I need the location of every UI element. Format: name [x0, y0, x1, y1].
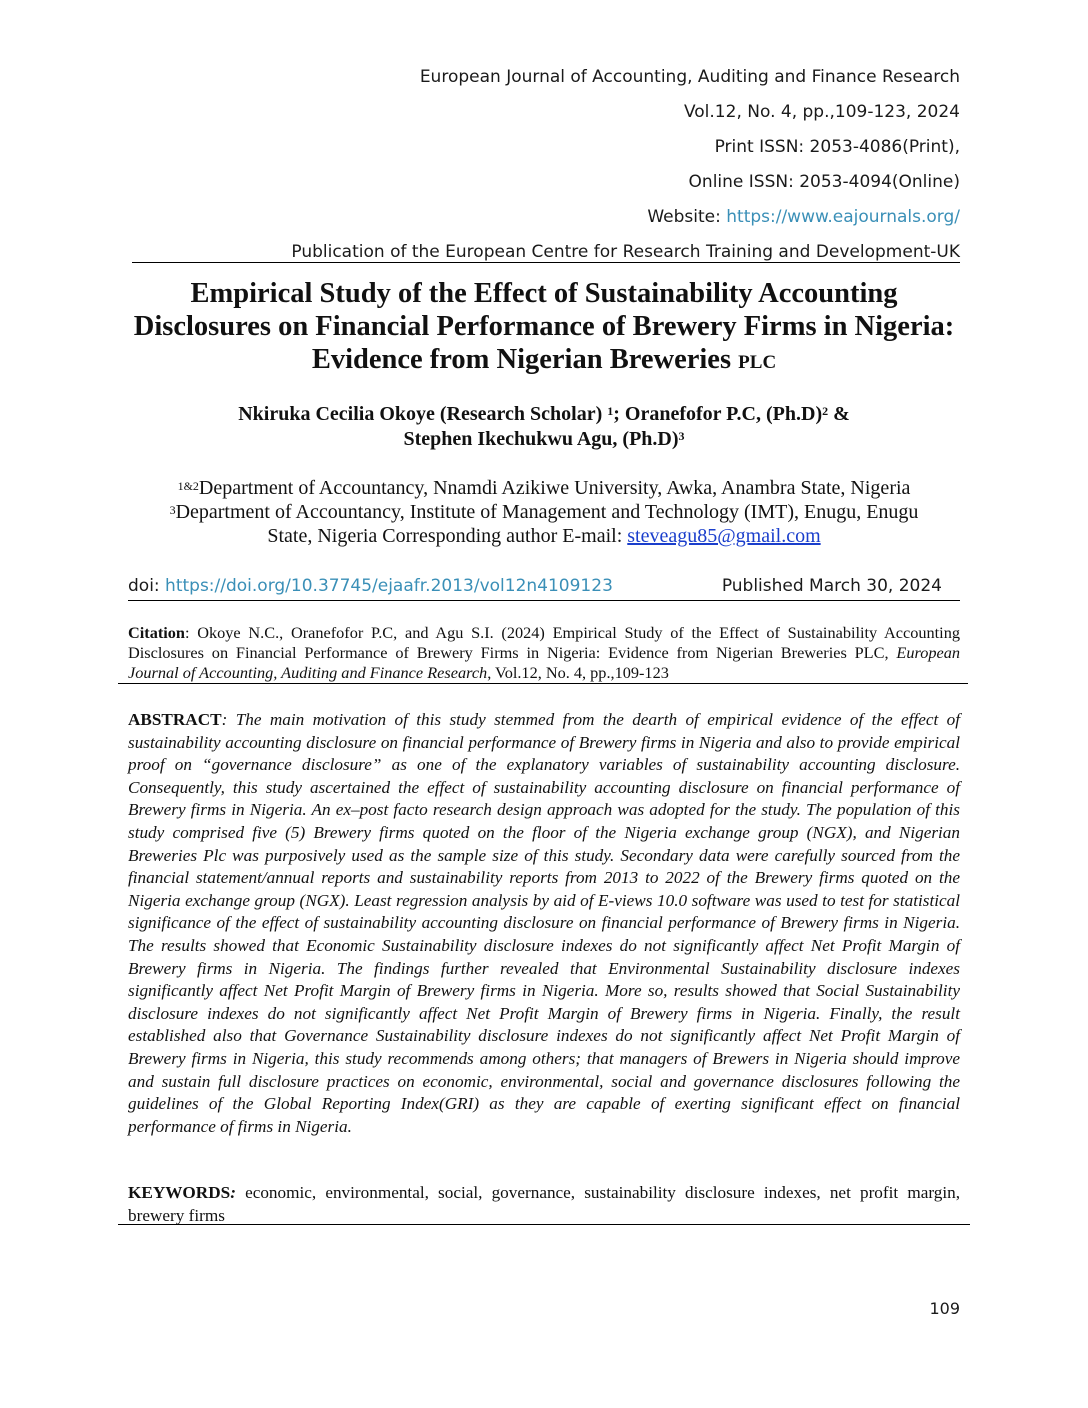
header-divider [132, 262, 960, 263]
published-date: Published March 30, 2024 [721, 576, 942, 596]
author-3-sup: 3 [678, 429, 685, 443]
affiliation-3-text: State, Nigeria Corresponding author E-mail: [267, 525, 628, 547]
author-1: Nkiruka Cecilia Okoye (Research Scholar) [238, 403, 603, 425]
author-3: Stephen Ikechukwu Agu, (Ph.D) [403, 428, 679, 450]
citation-block [128, 623, 960, 683]
website-line [647, 206, 960, 228]
publisher-line: Publication of the European Centre for Research Training and Development-UK [291, 242, 960, 262]
website-link[interactable]: https://www.eajournals.org/ [726, 207, 960, 227]
title-line-3 [110, 343, 978, 379]
volume-info: Vol.12, No. 4, pp.,109-123, 2024 [683, 102, 960, 122]
online-issn: Online ISSN: 2053-4094(Online) [688, 172, 960, 192]
affiliations [110, 476, 978, 548]
print-issn: Print ISSN: 2053-4086(Print), [714, 137, 960, 157]
email-link[interactable]: steveagu85@gmail.com [627, 525, 821, 547]
keywords-colon: : [230, 1183, 236, 1202]
title-line-3-main: Evidence from Nigerian Breweries [311, 344, 732, 375]
abstract-label: ABSTRACT [128, 710, 222, 729]
title-line-2: Disclosures on Financial Performance of Brewery Firms in Nigeria: [133, 311, 955, 342]
doi-divider [128, 600, 960, 601]
page-number: 109 [929, 1299, 960, 1318]
doi-link[interactable]: https://doi.org/10.37745/ejaafr.2013/vol12n4109123 [165, 576, 613, 596]
website-label: Website: [647, 207, 727, 227]
author-1-sup: 1 [607, 404, 614, 418]
keywords-divider [118, 1224, 970, 1225]
citation-tail: , Vol.12, No. 4, pp.,109-123 [487, 663, 669, 682]
abstract-text: : The main motivation of this study stemmed from the dearth of empirical evidence of the effect of sustainability accounting disclosure on financial performance of Brewery firms in Nigeria and also to provide empirical proof on “governance disclosure” as one of the explanatory variables of sustainability accounting disclosure. Consequently, this study ascertained the effect of sustainability accounting disclosure on financial performance of Brewery firms in Nigeria. An ex–post facto research design approach was adopted for the study. The population of this study comprised five (5) Brewery firms quoted on the floor of the Nigeria exchange group (NGX), and Nigerian Breweries Plc was purposively used as the sample size of this study. Secondary data were carefully sourced from the financial statement/annual reports and sustainability reports from 2013 to 2022 of the Brewery firms quoted on the Nigeria exchange group (NGX). Least regression analysis by aid of E-views 10.0 software was used to test for statistical significance of the effect of sustainability accounting disclosure on financial performance of Brewery firms in Nigeria. The results showed that Economic Sustainability disclosure indexes do not significantly affect Net Profit Margin of Brewery firms in Nigeria. The findings further revealed that Environmental Sustainability disclosure indexes significantly affect Net Profit Margin of Brewery firms in Nigeria. More so, results showed that Social Sustainability disclosure indexes do not significantly affect Net Profit Margin of Brewery firms in Nigeria. Finally, the result established also that Governance Sustainability disclosure indexes do not significantly affect Net Profit Margin of Brewery firms in Nigeria, this study recommends among others; that managers of Brewers in Nigeria should improve and sustain full disclosure practices on economic, environmental, social and governance disclosures following the guidelines of the Global Reporting Index(GRI) as they are capable of exerting significant effect on financial performance of firms in Nigeria. [128, 710, 960, 1136]
authors-line-1 [110, 402, 978, 427]
author-amp: & [828, 403, 850, 425]
keywords-block [128, 1182, 960, 1227]
journal-name: European Journal of Accounting, Auditing and Finance Research [419, 67, 960, 87]
author-list [110, 402, 978, 452]
citation-journal: European Journal of Accounting, Auditing and Finance Research [128, 643, 960, 682]
affiliation-1-text: Department of Accountancy, Nnamdi Azikiwe University, Awka, Anambra State, Nigeria [198, 477, 911, 499]
keywords-text: economic, environmental, social, governance, sustainability disclosure indexes, net profit margin, brewery firms [128, 1183, 960, 1225]
doi-label: doi: [128, 576, 166, 596]
citation-text: : Okoye N.C., Oranefofor P.C, and Agu S.I. (2024) Empirical Study of the Effect of Sustainability Accounting Disclosures on Financial Performance of Brewery Firms in Nigeria: Evidence from Nigerian Breweries PLC, [128, 623, 960, 662]
citation-divider [118, 683, 968, 684]
affiliation-1 [110, 476, 978, 500]
doi-row [128, 575, 960, 597]
affiliation-2-sup: 3 [169, 503, 176, 517]
title-line-1: Empirical Study of the Effect of Sustainability Accounting [190, 278, 898, 309]
affiliation-2-text: Department of Accountancy, Institute of Management and Technology (IMT), Enugu, Enugu [175, 501, 919, 523]
affiliation-3 [110, 524, 978, 548]
authors-line-2 [110, 427, 978, 452]
affiliation-1-sup: 1&2 [177, 479, 199, 493]
citation-label: Citation [128, 623, 185, 642]
title-line-3-plc: PLC [738, 352, 777, 373]
keywords-label: KEYWORDS [128, 1183, 231, 1202]
affiliation-2 [110, 500, 978, 524]
author-2: ; Oranefofor P.C, (Ph.D) [613, 403, 823, 425]
abstract-block [128, 709, 960, 1138]
author-2-sup: 2 [822, 404, 829, 418]
paper-title [110, 277, 978, 379]
